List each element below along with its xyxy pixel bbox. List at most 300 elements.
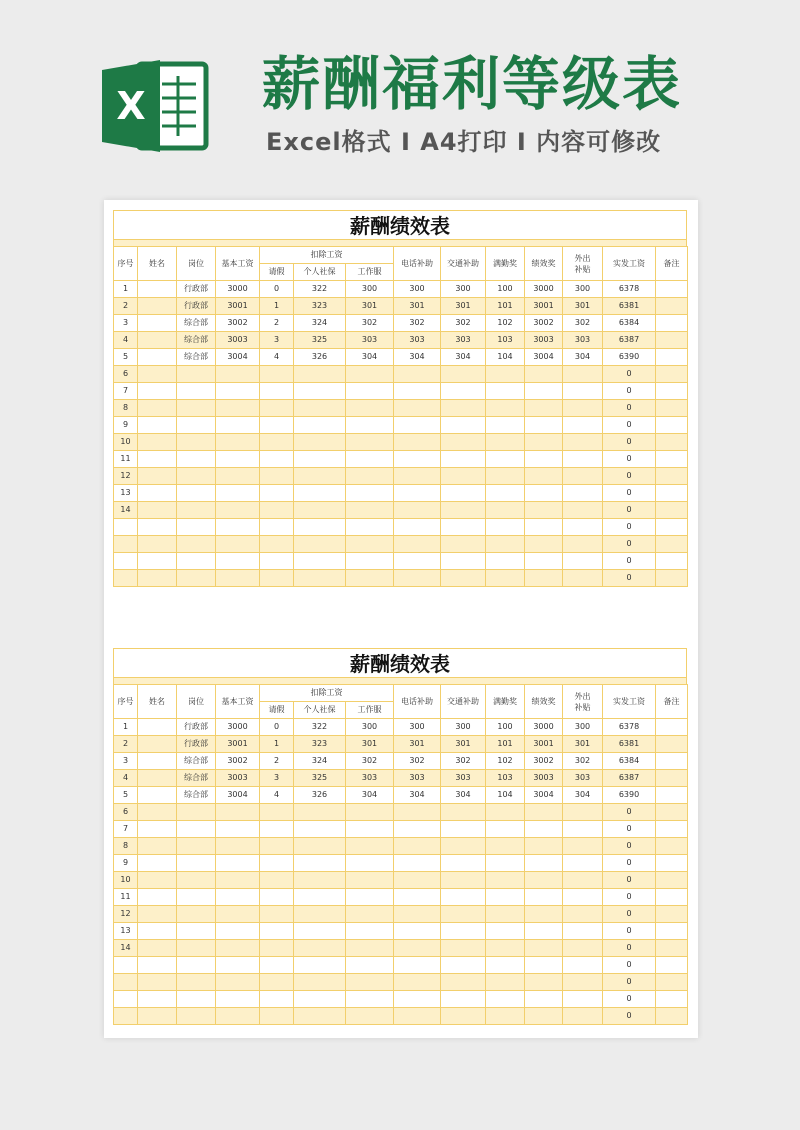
table-cell[interactable]: 3004 xyxy=(216,787,260,804)
table-cell[interactable] xyxy=(294,570,346,587)
table-cell[interactable]: 3002 xyxy=(216,315,260,332)
table-cell[interactable] xyxy=(260,502,294,519)
table-cell[interactable] xyxy=(138,502,177,519)
table-cell[interactable] xyxy=(525,923,563,940)
table-cell[interactable] xyxy=(216,519,260,536)
table-cell[interactable] xyxy=(486,383,525,400)
table-cell[interactable] xyxy=(346,855,394,872)
table-cell[interactable] xyxy=(346,838,394,855)
table-cell[interactable] xyxy=(563,502,603,519)
table-cell[interactable] xyxy=(138,991,177,1008)
table-cell[interactable] xyxy=(114,957,138,974)
table-cell[interactable] xyxy=(177,940,216,957)
table-cell[interactable]: 3 xyxy=(260,332,294,349)
table-cell[interactable] xyxy=(486,838,525,855)
table-cell[interactable]: 0 xyxy=(603,519,656,536)
table-cell[interactable] xyxy=(486,451,525,468)
table-cell[interactable] xyxy=(486,906,525,923)
table-cell[interactable]: 302 xyxy=(394,753,441,770)
table-cell[interactable] xyxy=(394,383,441,400)
table-cell[interactable] xyxy=(138,770,177,787)
table-cell[interactable]: 10 xyxy=(114,872,138,889)
table-cell[interactable] xyxy=(563,821,603,838)
table-cell[interactable] xyxy=(394,519,441,536)
table-cell[interactable] xyxy=(138,451,177,468)
table-cell[interactable]: 2 xyxy=(260,315,294,332)
table-cell[interactable] xyxy=(260,872,294,889)
table-cell[interactable]: 10 xyxy=(114,434,138,451)
table-cell[interactable] xyxy=(294,434,346,451)
table-cell[interactable] xyxy=(656,719,688,736)
table-cell[interactable]: 3004 xyxy=(216,349,260,366)
table-cell[interactable] xyxy=(216,570,260,587)
table-cell[interactable]: 102 xyxy=(486,753,525,770)
table-cell[interactable] xyxy=(294,923,346,940)
table-cell[interactable] xyxy=(656,332,688,349)
table-cell[interactable]: 3003 xyxy=(216,770,260,787)
table-cell[interactable] xyxy=(656,872,688,889)
table-cell[interactable]: 301 xyxy=(394,298,441,315)
table-cell[interactable] xyxy=(294,536,346,553)
table-cell[interactable] xyxy=(525,872,563,889)
table-cell[interactable] xyxy=(656,485,688,502)
table-cell[interactable] xyxy=(138,940,177,957)
table-cell[interactable]: 3003 xyxy=(525,332,563,349)
table-cell[interactable] xyxy=(563,519,603,536)
table-cell[interactable] xyxy=(346,872,394,889)
table-cell[interactable] xyxy=(656,451,688,468)
table-cell[interactable] xyxy=(656,315,688,332)
table-cell[interactable] xyxy=(294,940,346,957)
table-cell[interactable] xyxy=(656,519,688,536)
table-cell[interactable] xyxy=(486,400,525,417)
table-cell[interactable] xyxy=(138,923,177,940)
table-cell[interactable]: 303 xyxy=(346,770,394,787)
table-cell[interactable]: 9 xyxy=(114,855,138,872)
table-cell[interactable] xyxy=(486,553,525,570)
table-cell[interactable] xyxy=(138,417,177,434)
table-cell[interactable]: 304 xyxy=(346,787,394,804)
table-cell[interactable]: 0 xyxy=(603,1008,656,1025)
table-cell[interactable] xyxy=(216,1008,260,1025)
table-cell[interactable] xyxy=(138,536,177,553)
table-cell[interactable] xyxy=(394,923,441,940)
table-cell[interactable] xyxy=(138,787,177,804)
table-cell[interactable]: 0 xyxy=(603,838,656,855)
table-cell[interactable] xyxy=(563,838,603,855)
table-cell[interactable] xyxy=(441,366,486,383)
table-cell[interactable]: 7 xyxy=(114,383,138,400)
table-cell[interactable] xyxy=(177,519,216,536)
table-cell[interactable] xyxy=(441,519,486,536)
table-cell[interactable] xyxy=(394,872,441,889)
table-cell[interactable] xyxy=(260,434,294,451)
table-cell[interactable] xyxy=(346,434,394,451)
table-cell[interactable]: 4 xyxy=(114,332,138,349)
table-cell[interactable] xyxy=(260,400,294,417)
table-cell[interactable] xyxy=(563,400,603,417)
table-cell[interactable] xyxy=(563,417,603,434)
table-cell[interactable] xyxy=(563,536,603,553)
table-cell[interactable]: 303 xyxy=(563,332,603,349)
table-cell[interactable] xyxy=(138,719,177,736)
table-cell[interactable]: 12 xyxy=(114,906,138,923)
table-cell[interactable] xyxy=(656,770,688,787)
table-cell[interactable] xyxy=(138,315,177,332)
table-cell[interactable]: 6378 xyxy=(603,719,656,736)
table-cell[interactable] xyxy=(525,838,563,855)
table-cell[interactable] xyxy=(486,923,525,940)
table-cell[interactable]: 1 xyxy=(260,736,294,753)
table-cell[interactable] xyxy=(216,923,260,940)
table-cell[interactable]: 2 xyxy=(114,298,138,315)
table-cell[interactable]: 3002 xyxy=(525,315,563,332)
table-cell[interactable] xyxy=(177,906,216,923)
table-cell[interactable] xyxy=(656,383,688,400)
table-cell[interactable]: 304 xyxy=(394,349,441,366)
table-cell[interactable] xyxy=(260,468,294,485)
table-cell[interactable]: 0 xyxy=(603,804,656,821)
table-cell[interactable]: 0 xyxy=(603,502,656,519)
table-cell[interactable] xyxy=(346,383,394,400)
table-cell[interactable]: 0 xyxy=(260,281,294,298)
table-cell[interactable]: 304 xyxy=(346,349,394,366)
table-cell[interactable]: 6 xyxy=(114,366,138,383)
table-cell[interactable] xyxy=(394,804,441,821)
table-cell[interactable] xyxy=(486,889,525,906)
table-cell[interactable]: 6390 xyxy=(603,349,656,366)
table-cell[interactable] xyxy=(394,502,441,519)
table-cell[interactable] xyxy=(486,1008,525,1025)
table-cell[interactable] xyxy=(656,1008,688,1025)
table-cell[interactable]: 3 xyxy=(260,770,294,787)
table-cell[interactable]: 0 xyxy=(603,485,656,502)
table-cell[interactable] xyxy=(216,502,260,519)
table-cell[interactable] xyxy=(216,974,260,991)
table-cell[interactable] xyxy=(441,502,486,519)
table-cell[interactable] xyxy=(441,434,486,451)
table-cell[interactable]: 326 xyxy=(294,349,346,366)
table-cell[interactable] xyxy=(563,957,603,974)
table-cell[interactable] xyxy=(260,1008,294,1025)
table-cell[interactable] xyxy=(656,553,688,570)
table-cell[interactable] xyxy=(394,838,441,855)
table-cell[interactable]: 324 xyxy=(294,753,346,770)
table-cell[interactable] xyxy=(563,570,603,587)
table-cell[interactable]: 3 xyxy=(114,753,138,770)
table-cell[interactable] xyxy=(525,502,563,519)
table-cell[interactable]: 3000 xyxy=(216,719,260,736)
table-cell[interactable] xyxy=(294,906,346,923)
table-cell[interactable]: 303 xyxy=(394,332,441,349)
table-cell[interactable] xyxy=(216,872,260,889)
table-cell[interactable] xyxy=(138,570,177,587)
table-cell[interactable] xyxy=(525,974,563,991)
table-cell[interactable]: 300 xyxy=(394,281,441,298)
table-cell[interactable] xyxy=(441,804,486,821)
table-cell[interactable] xyxy=(441,923,486,940)
table-cell[interactable] xyxy=(177,468,216,485)
table-cell[interactable] xyxy=(441,400,486,417)
table-cell[interactable] xyxy=(656,536,688,553)
table-cell[interactable] xyxy=(525,417,563,434)
table-cell[interactable] xyxy=(294,485,346,502)
table-cell[interactable] xyxy=(441,553,486,570)
table-cell[interactable] xyxy=(525,468,563,485)
table-cell[interactable] xyxy=(486,855,525,872)
table-cell[interactable] xyxy=(260,570,294,587)
table-cell[interactable]: 3001 xyxy=(216,736,260,753)
table-cell[interactable]: 302 xyxy=(441,315,486,332)
table-cell[interactable] xyxy=(394,400,441,417)
table-cell[interactable] xyxy=(260,804,294,821)
table-cell[interactable] xyxy=(177,923,216,940)
table-cell[interactable] xyxy=(294,366,346,383)
table-cell[interactable] xyxy=(525,383,563,400)
table-cell[interactable]: 302 xyxy=(346,753,394,770)
table-cell[interactable] xyxy=(486,485,525,502)
table-cell[interactable]: 302 xyxy=(563,753,603,770)
table-cell[interactable] xyxy=(394,434,441,451)
table-cell[interactable]: 302 xyxy=(394,315,441,332)
table-cell[interactable]: 6387 xyxy=(603,332,656,349)
table-cell[interactable]: 0 xyxy=(603,400,656,417)
table-cell[interactable] xyxy=(486,434,525,451)
table-cell[interactable] xyxy=(260,451,294,468)
table-cell[interactable]: 0 xyxy=(603,553,656,570)
table-cell[interactable] xyxy=(525,451,563,468)
table-cell[interactable] xyxy=(346,536,394,553)
table-cell[interactable] xyxy=(563,553,603,570)
table-cell[interactable]: 301 xyxy=(346,736,394,753)
table-cell[interactable] xyxy=(216,957,260,974)
table-cell[interactable] xyxy=(177,383,216,400)
table-cell[interactable] xyxy=(656,753,688,770)
table-cell[interactable]: 6390 xyxy=(603,787,656,804)
table-cell[interactable]: 6381 xyxy=(603,736,656,753)
table-cell[interactable] xyxy=(563,468,603,485)
table-cell[interactable] xyxy=(563,451,603,468)
table-cell[interactable] xyxy=(563,872,603,889)
table-cell[interactable] xyxy=(394,366,441,383)
table-cell[interactable] xyxy=(486,366,525,383)
table-cell[interactable]: 3003 xyxy=(525,770,563,787)
table-cell[interactable] xyxy=(441,957,486,974)
table-cell[interactable] xyxy=(138,281,177,298)
table-cell[interactable] xyxy=(394,940,441,957)
table-cell[interactable] xyxy=(563,906,603,923)
table-cell[interactable]: 1 xyxy=(260,298,294,315)
table-cell[interactable]: 300 xyxy=(563,719,603,736)
table-cell[interactable] xyxy=(563,804,603,821)
table-cell[interactable] xyxy=(260,974,294,991)
table-cell[interactable] xyxy=(394,451,441,468)
table-cell[interactable] xyxy=(138,366,177,383)
table-cell[interactable] xyxy=(138,519,177,536)
table-cell[interactable]: 326 xyxy=(294,787,346,804)
table-cell[interactable] xyxy=(346,804,394,821)
table-cell[interactable] xyxy=(260,485,294,502)
table-cell[interactable]: 104 xyxy=(486,787,525,804)
table-cell[interactable] xyxy=(177,1008,216,1025)
table-cell[interactable]: 0 xyxy=(603,923,656,940)
table-cell[interactable]: 325 xyxy=(294,770,346,787)
table-cell[interactable] xyxy=(441,838,486,855)
table-cell[interactable] xyxy=(394,889,441,906)
table-cell[interactable] xyxy=(486,536,525,553)
table-cell[interactable] xyxy=(394,906,441,923)
table-cell[interactable] xyxy=(114,991,138,1008)
table-cell[interactable]: 3001 xyxy=(525,298,563,315)
table-cell[interactable] xyxy=(486,502,525,519)
table-cell[interactable] xyxy=(138,1008,177,1025)
table-cell[interactable] xyxy=(525,536,563,553)
table-cell[interactable]: 302 xyxy=(346,315,394,332)
table-cell[interactable] xyxy=(177,434,216,451)
table-cell[interactable] xyxy=(656,804,688,821)
table-cell[interactable] xyxy=(346,1008,394,1025)
table-cell[interactable] xyxy=(441,940,486,957)
table-cell[interactable] xyxy=(441,872,486,889)
table-cell[interactable]: 行政部 xyxy=(177,281,216,298)
table-cell[interactable] xyxy=(656,417,688,434)
table-cell[interactable] xyxy=(441,417,486,434)
table-cell[interactable] xyxy=(294,889,346,906)
table-cell[interactable] xyxy=(216,553,260,570)
table-cell[interactable]: 300 xyxy=(346,719,394,736)
table-cell[interactable] xyxy=(525,889,563,906)
table-cell[interactable] xyxy=(216,889,260,906)
table-cell[interactable] xyxy=(394,536,441,553)
table-cell[interactable] xyxy=(486,804,525,821)
table-cell[interactable]: 综合部 xyxy=(177,770,216,787)
table-cell[interactable]: 11 xyxy=(114,451,138,468)
table-cell[interactable] xyxy=(563,383,603,400)
table-cell[interactable]: 104 xyxy=(486,349,525,366)
table-cell[interactable]: 101 xyxy=(486,298,525,315)
table-cell[interactable] xyxy=(138,349,177,366)
table-cell[interactable] xyxy=(138,485,177,502)
table-cell[interactable] xyxy=(394,957,441,974)
table-cell[interactable]: 3001 xyxy=(216,298,260,315)
table-cell[interactable]: 0 xyxy=(260,719,294,736)
table-cell[interactable]: 101 xyxy=(486,736,525,753)
table-cell[interactable] xyxy=(260,923,294,940)
table-cell[interactable] xyxy=(563,485,603,502)
table-cell[interactable]: 12 xyxy=(114,468,138,485)
table-cell[interactable] xyxy=(656,298,688,315)
table-cell[interactable] xyxy=(260,553,294,570)
table-cell[interactable] xyxy=(138,553,177,570)
table-cell[interactable] xyxy=(394,1008,441,1025)
table-cell[interactable] xyxy=(216,468,260,485)
table-cell[interactable] xyxy=(177,536,216,553)
table-cell[interactable] xyxy=(216,434,260,451)
table-cell[interactable] xyxy=(260,417,294,434)
table-cell[interactable] xyxy=(656,502,688,519)
table-cell[interactable] xyxy=(114,570,138,587)
table-cell[interactable] xyxy=(216,485,260,502)
table-cell[interactable]: 304 xyxy=(394,787,441,804)
table-cell[interactable]: 100 xyxy=(486,281,525,298)
table-cell[interactable] xyxy=(294,468,346,485)
table-cell[interactable] xyxy=(563,434,603,451)
table-cell[interactable] xyxy=(294,872,346,889)
table-cell[interactable] xyxy=(656,366,688,383)
table-cell[interactable] xyxy=(563,1008,603,1025)
table-cell[interactable] xyxy=(294,838,346,855)
table-cell[interactable] xyxy=(441,570,486,587)
table-cell[interactable] xyxy=(260,821,294,838)
table-cell[interactable] xyxy=(177,570,216,587)
table-cell[interactable] xyxy=(346,889,394,906)
table-cell[interactable]: 14 xyxy=(114,940,138,957)
table-cell[interactable] xyxy=(216,991,260,1008)
table-cell[interactable]: 0 xyxy=(603,940,656,957)
table-cell[interactable] xyxy=(216,366,260,383)
table-cell[interactable] xyxy=(177,366,216,383)
table-cell[interactable] xyxy=(177,889,216,906)
table-cell[interactable] xyxy=(294,974,346,991)
table-cell[interactable] xyxy=(260,519,294,536)
table-cell[interactable]: 301 xyxy=(346,298,394,315)
table-cell[interactable]: 103 xyxy=(486,770,525,787)
table-cell[interactable] xyxy=(486,821,525,838)
table-cell[interactable] xyxy=(138,736,177,753)
table-cell[interactable] xyxy=(114,1008,138,1025)
table-cell[interactable] xyxy=(525,906,563,923)
table-cell[interactable] xyxy=(346,502,394,519)
table-cell[interactable] xyxy=(525,485,563,502)
table-cell[interactable] xyxy=(177,974,216,991)
table-cell[interactable] xyxy=(216,383,260,400)
table-cell[interactable] xyxy=(294,519,346,536)
table-cell[interactable] xyxy=(656,736,688,753)
table-cell[interactable]: 323 xyxy=(294,736,346,753)
table-cell[interactable] xyxy=(346,553,394,570)
table-cell[interactable] xyxy=(525,400,563,417)
table-cell[interactable]: 0 xyxy=(603,957,656,974)
table-cell[interactable] xyxy=(346,400,394,417)
table-cell[interactable]: 325 xyxy=(294,332,346,349)
table-cell[interactable] xyxy=(294,991,346,1008)
table-cell[interactable] xyxy=(177,417,216,434)
table-cell[interactable] xyxy=(260,838,294,855)
table-cell[interactable]: 302 xyxy=(441,753,486,770)
table-cell[interactable] xyxy=(177,804,216,821)
table-cell[interactable]: 6381 xyxy=(603,298,656,315)
table-cell[interactable] xyxy=(177,855,216,872)
table-cell[interactable] xyxy=(563,940,603,957)
table-cell[interactable] xyxy=(177,872,216,889)
table-cell[interactable] xyxy=(294,417,346,434)
table-cell[interactable] xyxy=(216,940,260,957)
table-cell[interactable]: 324 xyxy=(294,315,346,332)
table-cell[interactable] xyxy=(656,787,688,804)
table-cell[interactable]: 304 xyxy=(563,787,603,804)
table-cell[interactable] xyxy=(260,889,294,906)
table-cell[interactable] xyxy=(656,906,688,923)
table-cell[interactable]: 0 xyxy=(603,570,656,587)
table-cell[interactable] xyxy=(346,906,394,923)
table-cell[interactable] xyxy=(138,872,177,889)
table-cell[interactable] xyxy=(525,855,563,872)
table-cell[interactable] xyxy=(656,349,688,366)
table-cell[interactable]: 0 xyxy=(603,536,656,553)
table-cell[interactable] xyxy=(486,991,525,1008)
table-cell[interactable] xyxy=(177,991,216,1008)
table-cell[interactable] xyxy=(656,434,688,451)
